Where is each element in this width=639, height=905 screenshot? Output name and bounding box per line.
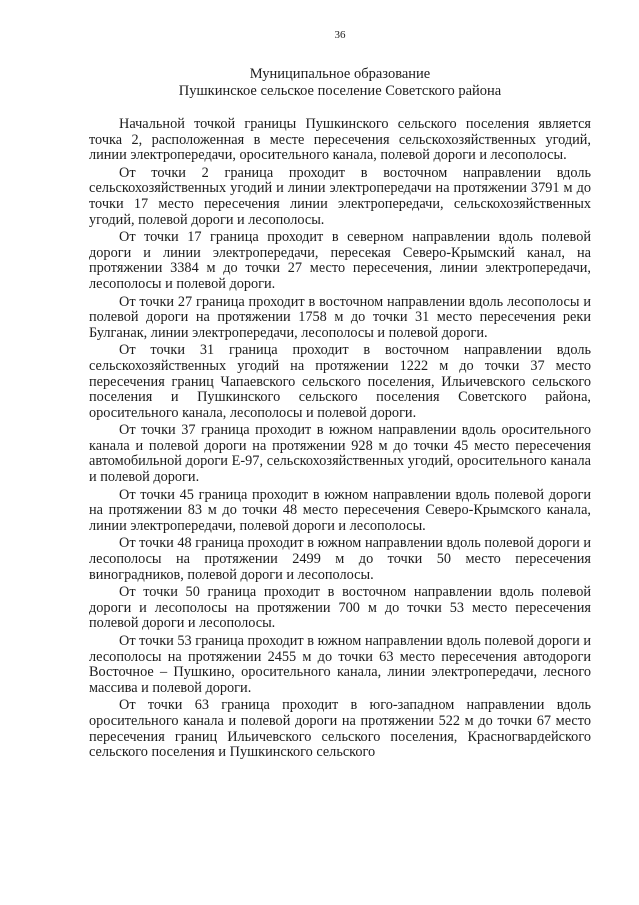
paragraph-9: От точки 50 граница проходит в восточном направлении вдоль полевой дороги и лесополосы на протяжении 700 м до точки 53 место пересечения полевой дороги и лесополосы. bbox=[89, 584, 591, 632]
paragraph-1: Начальной точкой границы Пушкинского сельского поселения является точка 2, расположенная в месте пересечения сельскохозяйственных угодий, линии электропередачи, оросительного канала, полевой дороги и лесополосы. bbox=[89, 116, 591, 164]
paragraph-8: От точки 48 граница проходит в южном направлении вдоль полевой дороги и лесополосы на протяжении 2499 м до точки 50 место пересечения виноградников, полевой дороги и лесополосы. bbox=[89, 535, 591, 583]
document-heading bbox=[89, 66, 591, 100]
paragraph-4: От точки 27 граница проходит в восточном направлении вдоль лесополосы и полевой дороги на протяжении 1758 м до точки 31 место пересечения реки Булганак, линии электропередачи, лесополосы и полевой дороги. bbox=[89, 293, 591, 341]
paragraph-5: От точки 31 граница проходит в восточном направлении вдоль сельскохозяйственных угодий на протяжении 1222 м до точки 37 место пересечения границ Чапаевского сельского поселения, Ильичевского сельского поселения и Пушкинского сельского поселения Советского района, оросительного канала, лесополосы и полевой дороги. bbox=[89, 342, 591, 421]
paragraph-11: От точки 63 граница проходит в юго-западном направлении вдоль оросительного канала и полевой дороги на протяжении 522 м до точки 67 место пересечения границ Ильичевского сельского поселения, Красногвардейского сельского поселения и Пушкинского сельского bbox=[89, 697, 591, 761]
paragraph-10: От точки 53 граница проходит в южном направлении вдоль полевой дороги и лесополосы на протяжении 2455 м до точки 63 место пересечения автодороги Восточное – Пушкино, оросительного канала, линии электропередачи, лесного массива и полевой дороги. bbox=[89, 633, 591, 696]
document-body bbox=[89, 117, 591, 761]
paragraph-6: От точки 37 граница проходит в южном направлении вдоль оросительного канала и полевой дороги на протяжении 928 м до точки 45 место пересечения автомобильной дороги Е-97, сельскохозяйственных угодий, оросительного канала и полевой дороги. bbox=[89, 422, 591, 486]
paragraph-2: От точки 2 граница проходит в восточном направлении вдоль сельскохозяйственных угодий и линии электропередачи на протяжении 3791 м до точки 17 место пересечения линии электропередачи, сельскохозяйственных угодий, полевой дороги и лесополосы. bbox=[89, 164, 591, 228]
paragraph-3: От точки 17 граница проходит в северном направлении вдоль полевой дороги и линии электропередачи, пересекая Северо-Крымский канал, на протяжении 3384 м до точки 27 место пересечения, линии электропередачи, лесополосы и полевой дороги. bbox=[89, 229, 591, 292]
paragraph-7: От точки 45 граница проходит в южном направлении вдоль полевой дороги на протяжении 83 м до точки 48 место пересечения Северо-Крымского канала, линии электропередачи, полевой дороги и лесополосы. bbox=[89, 486, 591, 534]
heading-line-1: Муниципальное образование bbox=[249, 66, 431, 82]
heading-line-2: Пушкинское сельское поселение Советского района bbox=[178, 83, 502, 99]
page-number: 36 bbox=[334, 29, 346, 41]
